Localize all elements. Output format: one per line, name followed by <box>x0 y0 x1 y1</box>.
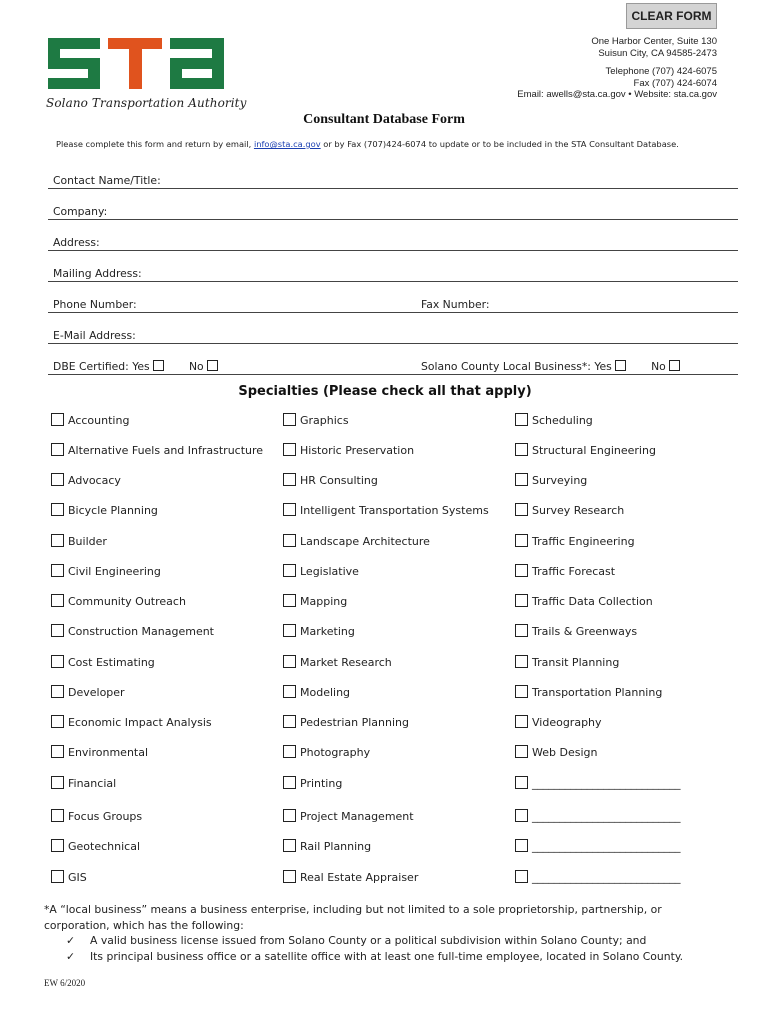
specialty-label: Project Management <box>300 810 414 823</box>
specialty-checkbox[interactable] <box>51 534 64 547</box>
specialty-checkbox[interactable] <box>283 745 296 758</box>
specialty-checkbox[interactable] <box>51 624 64 637</box>
specialty-label: Alternative Fuels and Infrastructure <box>68 444 264 457</box>
specialty-item[interactable] <box>283 624 355 638</box>
specialty-checkbox[interactable] <box>51 655 64 668</box>
email-address-field[interactable]: E-Mail Address: <box>48 323 738 344</box>
specialty-label: Traffic Forecast <box>532 565 616 578</box>
specialty-label: Historic Preservation <box>300 444 415 457</box>
specialty-item[interactable] <box>515 413 593 427</box>
specialty-item[interactable] <box>283 715 409 729</box>
specialty-label: Mapping <box>300 595 348 608</box>
specialty-item[interactable] <box>515 564 615 578</box>
specialty-checkbox[interactable] <box>283 503 296 516</box>
specialty-item[interactable] <box>51 624 214 638</box>
specialty-label: Environmental <box>68 746 149 759</box>
specialty-label: Financial <box>68 777 117 790</box>
footnote <box>44 902 734 964</box>
specialty-checkbox[interactable] <box>283 624 296 637</box>
specialty-label: Transit Planning <box>532 656 620 669</box>
dbe-certified-label: DBE Certified: Yes <box>53 360 150 373</box>
specialty-checkbox[interactable] <box>51 594 64 607</box>
specialty-item[interactable] <box>515 503 624 517</box>
specialty-checkbox[interactable] <box>515 776 528 789</box>
specialty-label: Printing <box>300 777 343 790</box>
specialty-label: Transportation Planning <box>532 686 663 699</box>
specialty-checkbox[interactable] <box>515 473 528 486</box>
specialty-checkbox[interactable] <box>515 413 528 426</box>
specialty-checkbox[interactable] <box>515 870 528 883</box>
specialty-item[interactable] <box>283 655 392 669</box>
specialty-item[interactable] <box>51 839 140 853</box>
specialty-item[interactable] <box>283 564 359 578</box>
specialty-item[interactable] <box>51 443 263 457</box>
specialty-item[interactable] <box>515 443 656 457</box>
dbe-no-checkbox[interactable] <box>207 360 218 371</box>
specialty-label: Modeling <box>300 686 351 699</box>
specialty-label: Accounting <box>68 414 130 427</box>
specialty-item[interactable] <box>51 809 142 823</box>
specialty-checkbox[interactable] <box>51 443 64 456</box>
specialty-item[interactable] <box>515 594 653 608</box>
footnote-line-1: *A “local business” means a business enterprise, including but not limited to a sole proprietorship, partnership, or <box>44 903 662 916</box>
specialty-item[interactable] <box>515 473 587 487</box>
specialty-item[interactable] <box>283 503 489 517</box>
specialty-checkbox[interactable] <box>515 655 528 668</box>
specialty-label: Focus Groups <box>68 810 143 823</box>
specialty-item[interactable] <box>515 745 597 759</box>
mailing-address-field[interactable]: Mailing Address: <box>48 261 738 282</box>
specialty-label: Photography <box>300 746 371 759</box>
specialty-checkbox[interactable] <box>51 776 64 789</box>
specialty-checkbox[interactable] <box>515 745 528 758</box>
specialty-checkbox[interactable] <box>51 413 64 426</box>
specialty-label: Real Estate Appraiser <box>300 871 419 884</box>
fax-number-field[interactable]: Fax Number: <box>421 298 490 311</box>
local-business-label: Solano County Local Business*: Yes <box>421 360 612 373</box>
specialty-item[interactable] <box>51 776 116 790</box>
specialty-checkbox[interactable] <box>51 870 64 883</box>
phone-number-field[interactable]: Phone Number: <box>53 298 137 311</box>
revision-code: EW 6/2020 <box>44 978 86 988</box>
address-field[interactable]: Address: <box>48 230 738 251</box>
specialty-item[interactable] <box>283 776 342 790</box>
specialty-label: Community Outreach <box>68 595 186 608</box>
specialty-label: Graphics <box>300 414 349 427</box>
form-title: Consultant Database Form <box>303 112 465 127</box>
specialty-item[interactable] <box>515 655 619 669</box>
specialty-checkbox[interactable] <box>515 809 528 822</box>
specialty-checkbox[interactable] <box>515 624 528 637</box>
specialty-label: Builder <box>68 535 107 548</box>
specialty-item[interactable] <box>51 685 125 699</box>
specialty-label: Web Design <box>532 746 598 759</box>
specialty-item[interactable] <box>51 655 155 669</box>
specialty-checkbox[interactable] <box>283 655 296 668</box>
specialty-checkbox[interactable] <box>283 715 296 728</box>
local-no-label: No <box>651 360 666 373</box>
specialty-label: Traffic Engineering <box>532 535 635 548</box>
specialty-label: Traffic Data Collection <box>532 595 653 608</box>
specialty-checkbox[interactable] <box>515 564 528 577</box>
specialty-label: Legislative <box>300 565 359 578</box>
specialty-label: Construction Management <box>68 625 214 638</box>
specialty-item[interactable] <box>51 564 161 578</box>
specialty-label: Intelligent Transportation Systems <box>300 504 489 517</box>
specialty-checkbox[interactable] <box>515 443 528 456</box>
specialty-label: Marketing <box>300 625 355 638</box>
specialty-checkbox[interactable] <box>283 443 296 456</box>
specialty-item[interactable] <box>283 413 349 427</box>
specialty-item[interactable] <box>283 809 414 823</box>
specialty-label: Structural Engineering <box>532 444 656 457</box>
specialty-label: Landscape Architecture <box>300 535 430 548</box>
specialty-checkbox[interactable] <box>515 715 528 728</box>
specialty-item[interactable] <box>283 443 414 457</box>
specialty-label: Pedestrian Planning <box>300 716 409 729</box>
specialty-checkbox[interactable] <box>283 685 296 698</box>
specialty-item[interactable] <box>515 839 681 853</box>
specialty-label: Economic Impact Analysis <box>68 716 212 729</box>
phone-fax-row[interactable] <box>48 292 738 313</box>
email-website: Email: awells@sta.ca.gov • Website: sta.ca.gov <box>517 89 717 100</box>
specialty-label: HR Consulting <box>300 474 378 487</box>
specialty-item[interactable] <box>51 473 121 487</box>
specialty-checkbox[interactable] <box>283 564 296 577</box>
specialty-checkbox[interactable] <box>515 503 528 516</box>
specialty-item[interactable] <box>515 715 602 729</box>
specialty-label: Developer <box>68 686 125 699</box>
specialty-label: Trails & Greenways <box>532 625 638 638</box>
specialty-checkbox[interactable] <box>51 685 64 698</box>
clear-form-button[interactable]: CLEAR FORM <box>626 3 717 29</box>
logo-subtitle: Solano Transportation Authority <box>46 96 247 110</box>
specialty-checkbox[interactable] <box>283 776 296 789</box>
specialty-checkbox[interactable] <box>283 594 296 607</box>
specialty-item[interactable] <box>51 413 129 427</box>
address-line-1: One Harbor Center, Suite 130 <box>591 36 717 47</box>
specialty-checkbox[interactable] <box>283 839 296 852</box>
specialty-checkbox[interactable] <box>283 809 296 822</box>
specialty-item[interactable] <box>515 809 681 823</box>
specialty-item[interactable] <box>283 473 378 487</box>
specialty-checkbox[interactable] <box>283 534 296 547</box>
specialty-checkbox[interactable] <box>51 473 64 486</box>
checkmark-icon: ✓ <box>66 949 76 963</box>
specialty-checkbox[interactable] <box>51 715 64 728</box>
contact-name-field[interactable]: Contact Name/Title: <box>48 168 738 189</box>
address-line-2: Suisun City, CA 94585-2473 <box>598 47 717 59</box>
dbe-yes-checkbox[interactable] <box>153 360 164 371</box>
specialty-item[interactable] <box>283 594 347 608</box>
specialty-label: Cost Estimating <box>68 656 155 669</box>
specialty-label: Scheduling <box>532 414 593 427</box>
specialty-item[interactable] <box>515 776 681 790</box>
specialty-label: ___________________________ <box>532 777 681 790</box>
fax: Fax (707) 424-6074 <box>633 77 717 89</box>
specialty-checkbox[interactable] <box>283 473 296 486</box>
specialty-checkbox[interactable] <box>51 745 64 758</box>
specialty-checkbox[interactable] <box>283 870 296 883</box>
footnote-line-2: corporation, which has the following: <box>44 918 244 932</box>
specialty-label: Rail Planning <box>300 840 372 853</box>
specialties-title: Specialties (Please check all that apply) <box>238 384 532 399</box>
specialty-checkbox[interactable] <box>515 534 528 547</box>
contact-block <box>517 36 717 101</box>
specialty-item[interactable] <box>515 870 681 884</box>
footnote-bullet-2: ✓ Its principal business office or a satellite office with at least one full-time employee, located in Solano County. <box>66 949 684 963</box>
specialty-checkbox[interactable] <box>515 839 528 852</box>
specialty-item[interactable] <box>515 624 637 638</box>
specialty-label: ___________________________ <box>532 871 681 884</box>
specialty-item[interactable] <box>515 685 662 699</box>
checkmark-icon: ✓ <box>66 934 76 947</box>
specialty-label: GIS <box>68 871 87 884</box>
specialty-label: Market Research <box>300 656 392 669</box>
telephone: Telephone (707) 424-6075 <box>605 66 717 77</box>
specialty-item[interactable] <box>51 594 186 608</box>
specialty-item[interactable] <box>283 685 350 699</box>
local-yes-checkbox[interactable] <box>615 360 626 371</box>
specialty-item[interactable] <box>283 839 371 853</box>
specialty-item[interactable] <box>51 870 87 884</box>
specialty-checkbox[interactable] <box>515 685 528 698</box>
specialty-item[interactable] <box>515 534 635 548</box>
intro-text: Please complete this form and return by email, info@sta.ca.gov or by Fax (707)424-6074 to update or to be included in the STA Consultant Database. <box>56 139 679 149</box>
specialty-label: ___________________________ <box>532 810 681 823</box>
specialty-label: Geotechnical <box>68 840 140 853</box>
certification-row <box>48 354 738 375</box>
company-field[interactable]: Company: <box>48 199 738 220</box>
specialty-checkbox[interactable] <box>51 503 64 516</box>
specialty-checkbox[interactable] <box>515 594 528 607</box>
specialty-label: ___________________________ <box>532 840 681 853</box>
footnote-bullet-1: ✓ A valid business license issued from Solano County or a political subdivision within Solano County; and <box>66 934 647 947</box>
specialty-item[interactable] <box>51 745 148 759</box>
local-no-checkbox[interactable] <box>669 360 680 371</box>
specialty-checkbox[interactable] <box>51 809 64 822</box>
specialty-item[interactable] <box>283 534 430 548</box>
specialty-label: Videography <box>532 716 602 729</box>
specialty-item[interactable] <box>51 715 212 729</box>
specialty-label: Survey Research <box>532 504 625 517</box>
specialty-item[interactable] <box>283 745 370 759</box>
specialty-label: Civil Engineering <box>68 565 161 578</box>
specialty-label: Bicycle Planning <box>68 504 158 517</box>
email-link[interactable]: info@sta.ca.gov <box>253 139 321 149</box>
specialty-checkbox[interactable] <box>51 839 64 852</box>
specialty-item[interactable] <box>51 534 107 548</box>
specialty-label: Surveying <box>532 474 588 487</box>
dbe-no-label: No <box>188 360 204 373</box>
specialty-label: Advocacy <box>68 474 121 487</box>
specialty-item[interactable] <box>51 503 158 517</box>
specialty-checkbox[interactable] <box>51 564 64 577</box>
specialty-checkbox[interactable] <box>283 413 296 426</box>
specialty-item[interactable] <box>283 870 418 884</box>
